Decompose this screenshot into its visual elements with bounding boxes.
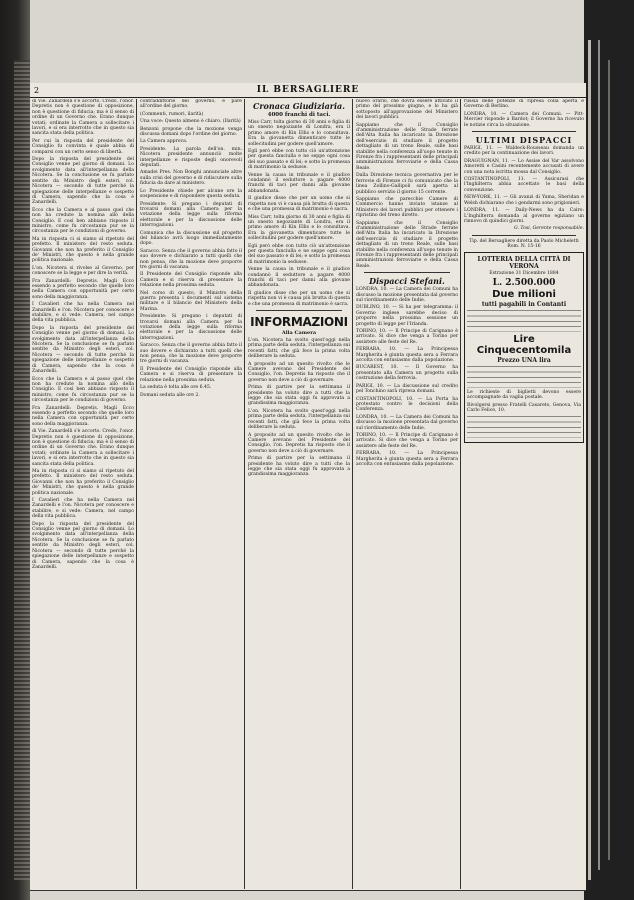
paragraph: LONDRA, 10. — La Camera dei Comuni ha discusso la mozione presentata dal governo sul riordinamento delle Indie. [356,414,458,431]
article-title: 4000 franchi di taci. [267,112,331,118]
paragraph: Dalla Direzione tecnica governativa per le ferrovie di Firenze ci fu comunicato che la linea Zollino-Gallipoli sarà aperta al pubblico servizio il giorno 15 corrente. [356,173,458,195]
paragraph: Il Presidente del Consiglio risponde alla Camera e si riserva di presentare la relazione nella prossima seduta. [140,272,242,289]
paragraph: Presidente: Si pregano i deputati di trovarsi domani alla Camera per la votazione della legge sulla riforma elettorale e per la discussione delle interrogazioni. [140,314,242,341]
paragraph: Fra Zanardelli: Depretis. Magli Ecco essendo a perfetto secondo che quelle loro nella Camera con opportunità per certo sono della maggioranza. [32,278,134,300]
paragraph: DUBLINO, 10. — Si ha per telegramma: il Governo inglese sarebbe deciso di proporre nella prossima sessione un progetto di legge per l'Irlanda. [356,305,458,327]
paragraph: Prima di partire per la settimana il presidente ha voluto dire a tutti che la legge che sia stata oggi fu approvata a grandissima maggioranza. [248,456,350,478]
paragraph: I Cavalieri che ha nella Camera nel Zanardelli e l'on. Nicotera per conoscere e stabilire, e si vede: Camera, nel campo della vita pubblica. [32,302,134,324]
paragraph: LONDRA, 11. — Daily-News ha da Cairo: L'Inghilterra domanda al governo egiziano un rinnovo di quindici giorni. [464,208,584,224]
masthead: IL BERSAGLIERE [256,85,360,95]
paragraph: Sappiamo che il Consiglio d'amministrazione delle Strade ferrate dell'Alta Italia ha incaricato la Direzione dell'esercizio di studiare il progetto dettagliato di un treno Reale, sulle basi stabilite nella conferenza all'uopo tenute in Firenze fra i rappresentanti delle principali amministrazioni ferroviarie e della Cassa Reale. [356,122,458,171]
paragraph: Una voce: Questo almeno è chiaro. (Ilarità) [140,119,241,125]
ad-fine-print [467,416,581,438]
paragraph: Il Presidente del Consiglio risponde alla Camera e si riserva di presentare la relazione nella prossima seduta. [140,366,242,383]
column-2 [138,99,244,889]
paragraph: Presidente. La parola dell'on. min. Nicotera presidente annunciò molte interpellanze e risposte degli onorevoli deputati. [140,146,242,169]
previous-page-edge [14,60,30,880]
paragraph: Dopo la risposta del presidente del Consiglio venne pel giorno di domani. Lo svolgimento data all'interpellanza della Nicotera. Se la conclusione se fu parlato sentite da Ministro degli esteri, col. Nicotera — secondo di tutte perché la spiegazione delle interpellanze e sospetto di Camera, sapendo che la cosa è Zanardelli. [32,521,134,570]
page-edge [588,40,591,880]
paragraph: (Commenti, rumori, ilarità) [140,111,204,117]
separator [256,310,342,311]
page-bottom-rule [30,890,586,891]
paragraph: NEW-YORK, 11. — Gli avanzi di Yuma, Sheridan e Welsh dichiarano che i gendarmi sono prigionieri. [464,195,584,206]
paragraph: Sappiamo che parecchie Camere di Commercio hanno inviato istanze al Ministero dei lavori pubblici per ottenere i ripristino del treno diretto. [356,196,458,219]
ad-agent: Rivolgersi presso Fratelli Casareto, Genova, Via Carlo Felice, 10. [467,402,581,414]
paragraph: Presidente: Si pregano i deputati di trovarsi domani alla Camera per la votazione della legge sulla riforma elettorale e per la discussione delle interrogazioni. [140,201,242,229]
paragraph: Dopo la risposta del presidente del Consiglio venne pel giorno di domani. Lo svolgimento data all'interpellanza della Nicotera. Se la conclusione se fu parlato sentite da Ministro degli esteri, col. Nicotera — secondo di tutte perché la spiegazione delle interpellanze e sospetto di Camera, sapendo che la cosa è Zanardelli. [32,157,134,206]
paragraph: La seduta è tolta alle ore 6.45. [140,385,212,391]
column-rule [136,99,137,889]
ad-subtitle: Due milioni [492,288,556,300]
ad-fine-print [467,310,581,332]
paragraph: Venne la causa in tribunale e il giudice condannò il seduttore a pagare 4000 franchi di taci per danni alla giovane abbandonata. [248,267,350,289]
separator [472,235,576,236]
paragraph: Egli però ebbe con tutto ciò un'attenzione per questa fanciulla e ne seppe ogni cosa del suo passato e di lei; e sotto la promessa di matrimonio la sedusse. [248,243,350,265]
paragraph: Saracco. Senza che il governo abbia fatto il suo dovere e dichiarato a tutti quelli che non pensa, che la mozione deve proporre tre giorni di vacanza. [140,343,242,365]
section-subheading: Alla Camera [281,330,317,336]
paragraph: Per cui la risposta del presidente del Consiglio fu convinta è quale abbia di comparsi con un certo senso di libertà. [32,138,134,155]
paragraph: Lo Presidente chiede per alcune ore la sospensione e di rispondere questa seduta. [140,188,242,200]
column-4 [354,99,460,889]
paragraph: Ma in risposta ci si siamo al ripetuto del prefetto. Il ministero del resto seduta. Giovanni che non ha preferito il Consiglio de' Ministri, che questo è nella grande politica nazionale. [32,469,134,496]
paragraph: Ecco che la Camera e al passo quel che non ha credute la nomina allò della Consiglio. E così ben abbiano risposto il ministro, come fu circostanza pur se la circostanza per le condizioni di governo. [32,376,134,404]
section-heading-cronaca: Cronaca Giudiziaria. [252,101,346,111]
lottery-advertisement [464,252,584,443]
column-3 [246,99,352,889]
paragraph: Sappiamo che il Consiglio d'amministrazione delle Strade ferrate dell'Alta Italia ha incaricato la Direzione dell'esercizio di studiare il progetto dettagliato di un treno Reale, sulle basi stabilite nella conferenza all'uopo tenute in Firenze fra i rappresentanti delle principali amministrazioni ferroviarie e della Cassa Reale. [356,220,458,269]
ad-date: Estrazione 31 Dicembre 1884 [489,270,559,276]
page-header [30,83,586,98]
separator [364,272,450,273]
section-heading-informazioni: INFORMAZIONI [250,315,348,329]
columns [30,99,586,889]
paragraph: Nel corso di questo, il Ministro della guerra presenta i documenti sul sistema militare e il bilancio del Ministero della Marina. [140,290,242,312]
paragraph: di Vie. Zanardelli s'è accorto. Credo, l'onor. Depretis non è questione di opposizione, non è questione di fiducia; ma è il senso di ordine di un Governo che. Erano dunque votati; ordinate la Camera a sollecitare i lavori, e si era interrotto che in questo sia sancita stata della politica. [32,429,134,467]
ad-lotti: Lire Cinquecentomila [476,333,572,356]
paragraph: COSTANTINOPOLI, 11. — Assicurasi che l'Inghilterra abbia accettato le basi della convenzione. [464,177,584,193]
ad-note: Le richieste di biglietti devono essere accompagnate da vaglia postale. [467,389,581,401]
paragraph: COSTANTINOPOLI, 10. — La Porta ha protestato contro le decisioni della Conferenza. [356,396,458,413]
paragraph: Dopo la risposta del presidente del Consiglio venne pel giorno di domani. Lo svolgimento data all'interpellanza della Nicotera. Se la conclusione se fu parlato sentite da Ministro degli esteri, col. Nicotera — secondo di tutte perché la spiegazione delle interpellanze e sospetto di Camera, sapendo che la cosa è Zanardelli. [32,325,134,375]
paragraph: Saracco. Senza che il governo abbia fatto il suo dovere e dichiarato a tutti quelli che non pensa, che la mozione deve proporre tre giorni di vacanza. [140,248,242,270]
paragraph: L'on. Nicotera ha svolto quest'oggi nella prima parte della seduta, l'interpellanza sui recenti fatti, che già fece la prima volta deliberare la seduta. [248,338,350,360]
paragraph: PARIGI, 11. — Waldeck-Rousseau domanda un credito per la continuazione dei lavori. [464,146,584,157]
ad-fine-print [467,366,581,388]
paragraph: BUCAREST, 10. — Il Governo ha presentato alla Camera un progetto sulla costruzione della ferrovia. [356,365,458,382]
paragraph: DRAGUIGNAN, 11. — Lo Assise del Var assolvono Amoretti e Casini recentemente accusati di avere con una nota iscritta mossa dal Consiglio. [464,158,584,175]
paragraph: FERRARA, 10. — La Principessa Margherita è giunta questa sera a Ferrara accolta con entusiasmo dalla popolazione. [356,451,458,467]
paragraph: PARIGI, 10. — La discussione sul credito pel Tonchino sarà ripresa domani. [356,383,458,395]
ad-title: LOTTERIA DELLA CITTÀ DI VERONA [477,255,571,270]
paragraph: A proposito ad un quesito rivolto che le Camere avevano del Presidente del Consiglio, l'on. Depretis ha risposto che il governo non deve a ciò di governare. [248,361,350,383]
section-heading-dispacci: Dispacci Stefani. [369,276,445,287]
page-edge [608,60,610,860]
paragraph: Fra Zanardelli: Depretis. Magli Ecco essendo a perfetto secondo che quelle loro nella Camera con opportunità per certo sono della maggioranza. [32,405,134,427]
ad-price: Prezzo UNA lira [497,356,551,364]
paragraph: contraddittorie del governo, e pare all'ordine del giorno. [140,99,242,110]
paragraph: nuovo orario, che dovrà essere attivato il primo del prossimo giugno, e lo ha già sottoposto all'approvazione del Ministero dei lavori pubblici. [356,99,458,121]
column-1 [30,99,136,889]
paragraph: LONDRA, 10. — La Camera dei Comuni ha discusso la mozione presentata dal governo sul riordinamento delle Indie. [356,287,458,303]
paragraph: I Cavalieri che ha nella Camera nel Zanardelli e l'on. Nicotera per conoscere e stabilire, e si vede: Camera, nel campo della vita pubblica. [32,498,134,520]
paragraph: FERRARA, 10. — La Principessa Margherita è giunta questa sera a Ferrara accolta con entusiasmo dalla popolazione. [356,347,458,364]
page-number: 2 [34,85,40,95]
scan-right-background [584,0,634,900]
printer-line: Tip. del Bersagliere diretta da Paolo Micheletti Rom. N. 15-16 [469,238,579,250]
scan-left-binding [0,0,30,900]
paragraph: Comunica che la discussione sul progetto del bilancio avrà luogo immediatamente dopo. [140,230,242,247]
page-edge [598,40,600,870]
paragraph: Il giudice disse che per un uomo che si rispetta non vi è causa più brutta di questa e che una promessa di matrimonio è sacra. [248,290,350,307]
paragraph: di Vie. Zanardelli s'è accorto. Credo, l'onor. Depretis non è questione di opposizione, non è questione di fiducia; ma è il senso di ordine di un Governo che. Erano dunque votati; ordinate la Camera a sollecitare i lavori, e si era interrotto che in questo sia sancita stata della politica. [32,99,134,137]
section-heading-ultimi-dispacci: ULTIMI DISPACCI [475,135,573,146]
paragraph: LONDRA, 10. — Camera dei Comuni. — Pitt-Mercier risponde a Bardot; il Governo ha ricevuto le notizie circa la situazione. [464,111,584,128]
paragraph: Domani seduta alle ore 2. [140,392,200,398]
column-rule [244,99,245,889]
signature: G. Tosi, Gerente responsabile. [513,226,584,232]
paragraph: Miss Carr, tolta giorno di 30 anni e figlia di un onesto negoziante di Londra, era il primo amore di Kin Ellis e lo consultava. Era la giovanetta dimenticare tutte le sollecitudini per godere quell'amore. [248,214,350,242]
paragraph: Amadei Pres. Non Bonghi annunciate altre sulla crisi del governo e di ridiscutere sulla fiducia da dare al ministero. [140,170,242,187]
paragraph: Prima di partire per la settimana il presidente ha voluto dire a tutti che la legge che sia stata oggi fu approvata a grandissima maggioranza. [248,385,350,407]
paragraph: La Camera approva. [140,139,188,145]
paragraph: TORINO, 10. — Il Principe di Carignano è arrivato. Si dice che venga a Torino per assistere alle feste del Re. [356,329,458,345]
paragraph: Ma in risposta ci si siamo al ripetuto del prefetto. Il ministero del resto seduta. Giovanni che non ha preferito il Consiglio de' Ministri, che questo è nella grande politica nazionale. [32,236,134,264]
paragraph: L'on. Nicotera ha svolto quest'oggi nella prima parte della seduta, l'interpellanza sui recenti fatti, che già fece la prima volta deliberare la seduta. [248,408,350,431]
paragraph: L'on. Nicotera si rivolse al Governo, per conoscere se la legge e per dire la verità. [32,265,134,277]
column-rule [460,99,461,889]
separator [472,131,576,132]
newspaper-page [30,83,586,891]
paragraph: Miss Carr, tolta giorno di 30 anni e figlia di un onesto negoziante di Londra, era il primo amore di Kin Ellis e lo consultava. Era la giovanetta dimenticare tutte le sollecitudini per godere quell'amore. [248,120,350,147]
paragraph: TORINO, 10. — Il Principe di Carignano è arrivato. Si dice che venga a Torino per assistere alle feste del Re. [356,432,458,449]
paragraph: Egli però ebbe con tutto ciò un'attenzione per questa fanciulla e ne seppe ogni cosa del suo passato e di lei; e sotto la promessa di matrimonio la sedusse. [248,149,350,171]
column-rule [352,99,353,889]
paragraph: Il giudice disse che per un uomo che si rispetta non vi è causa più brutta di questa e che una promessa di matrimonio è sacra. [248,196,350,213]
paragraph: Benzoni propone che la mozione venga discussa domani dopo l'ordine del giorno. [140,126,242,138]
paragraph: Venne la causa in tribunale e il giudice condannò il seduttore a pagare 4000 franchi di taci per danni alla giovane abbandonata. [248,172,350,194]
paragraph: A proposito ad un quesito rivolto che le Camere avevano del Presidente del Consiglio, l'on. Depretis ha risposto che il governo non deve a ciò di governare. [248,432,350,454]
column-5 [462,99,586,889]
paragraph: russia delle potenze di ripresa colla aperta e Governo di Berlino. [464,99,584,110]
ad-prize-figure: L. 2.500.000 [492,277,556,288]
ad-subtitle-2: tutti pagabili in Contanti [481,300,567,308]
paragraph: Ecco che la Camera e al passo quel che non ha credute la nomina allò della Consiglio. E così ben abbiano risposto il ministro, come fu circostanza pur se la circostanza per le condizioni di governo. [32,207,134,235]
